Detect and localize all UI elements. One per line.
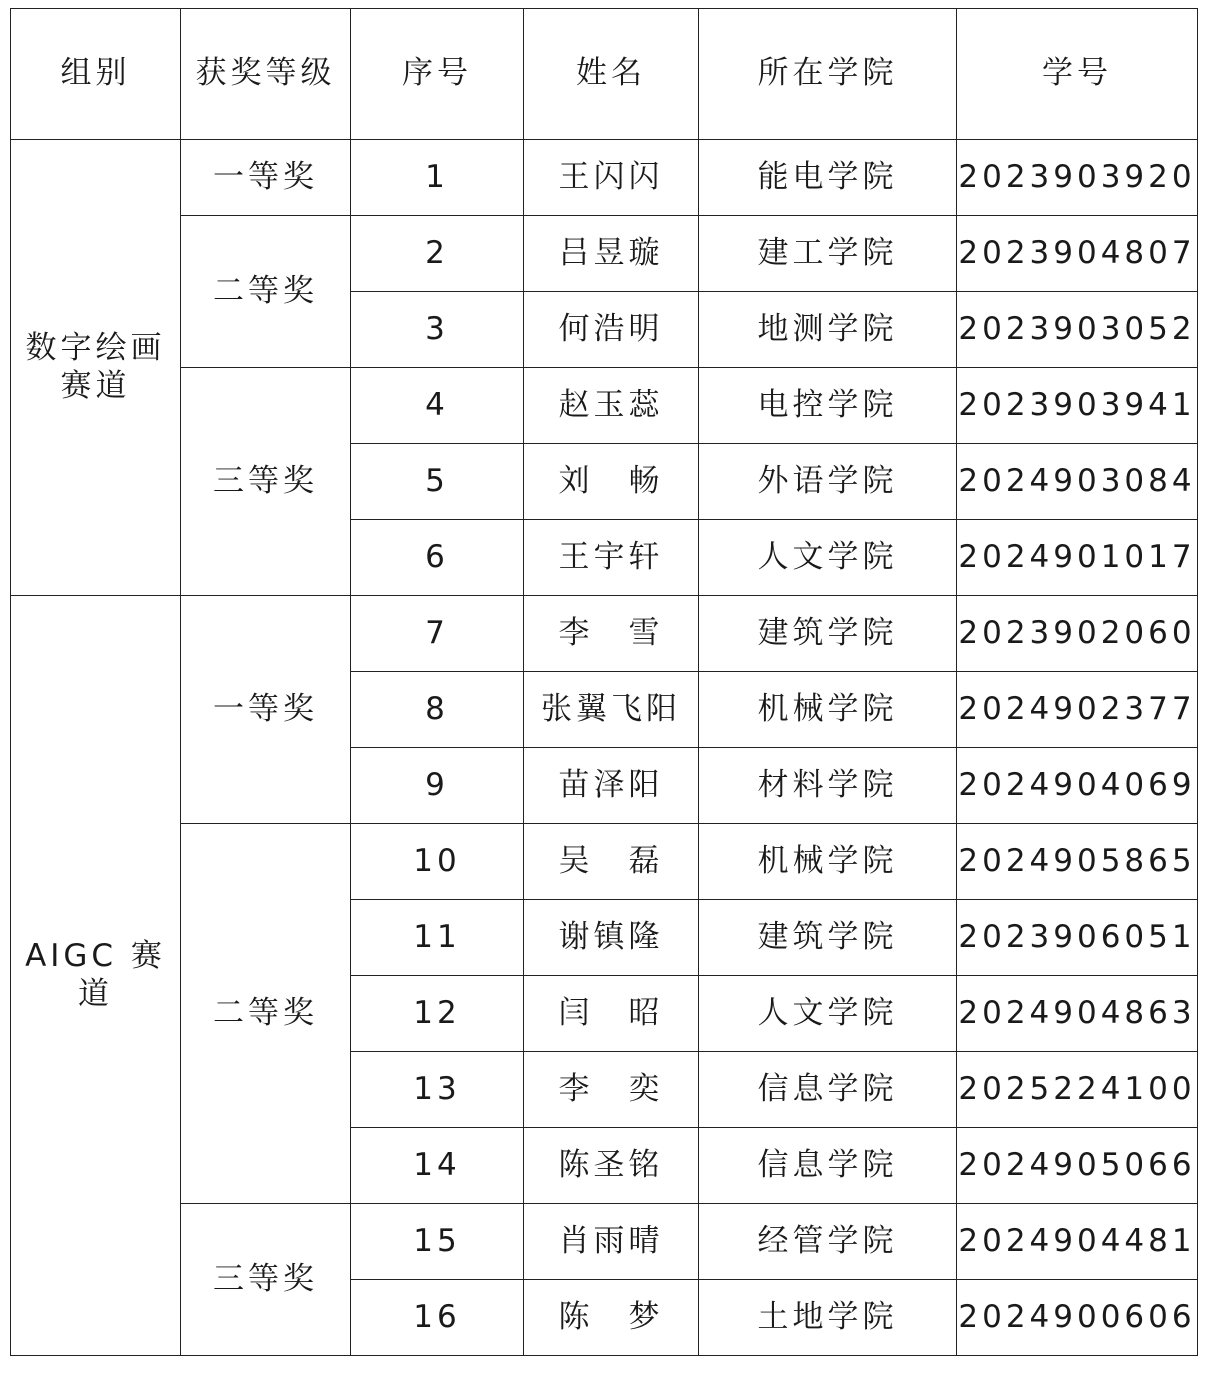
group-cell-aigc: AIGC 赛道	[11, 596, 181, 1356]
college-cell: 经管学院	[699, 1204, 957, 1280]
table-row	[11, 368, 1198, 444]
student-id-cell: 2024905066	[957, 1128, 1198, 1204]
college-cell: 机械学院	[699, 672, 957, 748]
name-cell: 王宇轩	[524, 520, 699, 596]
name-cell: 李 奕	[524, 1052, 699, 1128]
header-name: 姓名	[524, 9, 699, 140]
num-cell: 10	[351, 824, 524, 900]
college-cell: 外语学院	[699, 444, 957, 520]
num-cell: 3	[351, 292, 524, 368]
level-cell: 三等奖	[181, 1204, 351, 1356]
level-cell: 三等奖	[181, 368, 351, 596]
award-table	[10, 8, 1198, 1356]
student-id-cell: 2023904807	[957, 216, 1198, 292]
student-id-cell: 2023902060	[957, 596, 1198, 672]
group-cell-digital: 数字绘画赛道	[11, 140, 181, 596]
num-cell: 7	[351, 596, 524, 672]
level-cell: 二等奖	[181, 216, 351, 368]
student-id-cell: 2024903084	[957, 444, 1198, 520]
student-id-cell: 2023903920	[957, 140, 1198, 216]
college-cell: 信息学院	[699, 1128, 957, 1204]
num-cell: 16	[351, 1280, 524, 1356]
name-cell: 闫 昭	[524, 976, 699, 1052]
name-cell: 苗泽阳	[524, 748, 699, 824]
num-cell: 8	[351, 672, 524, 748]
student-id-cell: 2024904863	[957, 976, 1198, 1052]
num-cell: 5	[351, 444, 524, 520]
table-row	[11, 216, 1198, 292]
name-cell: 肖雨晴	[524, 1204, 699, 1280]
table-body	[11, 140, 1198, 1356]
num-cell: 1	[351, 140, 524, 216]
num-cell: 4	[351, 368, 524, 444]
header-group: 组别	[11, 9, 181, 140]
student-id-cell: 2024904481	[957, 1204, 1198, 1280]
college-cell: 能电学院	[699, 140, 957, 216]
num-cell: 15	[351, 1204, 524, 1280]
header-row	[11, 9, 1198, 140]
college-cell: 机械学院	[699, 824, 957, 900]
level-cell: 二等奖	[181, 824, 351, 1204]
college-cell: 建工学院	[699, 216, 957, 292]
table-row	[11, 824, 1198, 900]
student-id-cell: 2023906051	[957, 900, 1198, 976]
name-cell: 刘 畅	[524, 444, 699, 520]
student-id-cell: 2024901017	[957, 520, 1198, 596]
student-id-cell: 2024902377	[957, 672, 1198, 748]
name-cell: 王闪闪	[524, 140, 699, 216]
college-cell: 建筑学院	[699, 900, 957, 976]
college-cell: 电控学院	[699, 368, 957, 444]
level-cell: 一等奖	[181, 596, 351, 824]
num-cell: 12	[351, 976, 524, 1052]
header-student-id: 学号	[957, 9, 1198, 140]
college-cell: 人文学院	[699, 520, 957, 596]
num-cell: 6	[351, 520, 524, 596]
name-cell: 吴 磊	[524, 824, 699, 900]
name-cell: 陈 梦	[524, 1280, 699, 1356]
college-cell: 建筑学院	[699, 596, 957, 672]
college-cell: 材料学院	[699, 748, 957, 824]
name-cell: 陈圣铭	[524, 1128, 699, 1204]
name-cell: 张翼飞阳	[524, 672, 699, 748]
table-row	[11, 1204, 1198, 1280]
college-cell: 人文学院	[699, 976, 957, 1052]
header-num: 序号	[351, 9, 524, 140]
level-cell: 一等奖	[181, 140, 351, 216]
college-cell: 地测学院	[699, 292, 957, 368]
name-cell: 吕昱璇	[524, 216, 699, 292]
name-cell: 何浩明	[524, 292, 699, 368]
name-cell: 赵玉蕊	[524, 368, 699, 444]
college-cell: 信息学院	[699, 1052, 957, 1128]
student-id-cell: 2023903052	[957, 292, 1198, 368]
num-cell: 14	[351, 1128, 524, 1204]
num-cell: 9	[351, 748, 524, 824]
student-id-cell: 2025224100	[957, 1052, 1198, 1128]
table-row	[11, 596, 1198, 672]
name-cell: 李 雪	[524, 596, 699, 672]
college-cell: 土地学院	[699, 1280, 957, 1356]
table-row	[11, 140, 1198, 216]
student-id-cell: 2024904069	[957, 748, 1198, 824]
num-cell: 11	[351, 900, 524, 976]
name-cell: 谢镇隆	[524, 900, 699, 976]
header-college: 所在学院	[699, 9, 957, 140]
student-id-cell: 2024905865	[957, 824, 1198, 900]
table-header	[11, 9, 1198, 140]
student-id-cell: 2024900606	[957, 1280, 1198, 1356]
student-id-cell: 2023903941	[957, 368, 1198, 444]
num-cell: 13	[351, 1052, 524, 1128]
header-level: 获奖等级	[181, 9, 351, 140]
num-cell: 2	[351, 216, 524, 292]
